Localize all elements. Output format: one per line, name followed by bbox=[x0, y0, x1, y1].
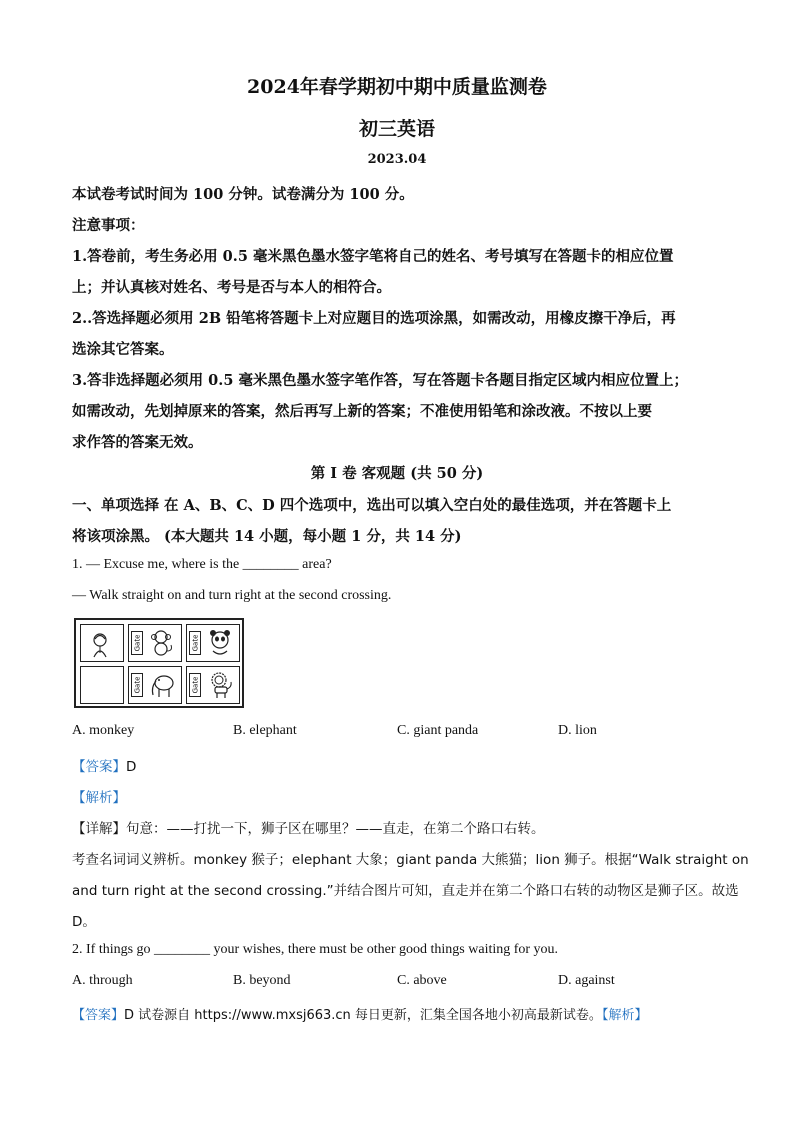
notice-heading: 注意事项： bbox=[72, 217, 145, 234]
q1-stem-a: 1. — Excuse me, where is the ________ area? bbox=[72, 557, 332, 572]
q2-answer-line: D 试卷源自 https://www.mxsj663.cn 每日更新，汇集全国各地小初高最新试卷。 bbox=[124, 1008, 602, 1023]
q1-answer-value: D bbox=[126, 759, 137, 775]
lion-icon bbox=[207, 671, 233, 699]
q1-option-b[interactable]: B. elephant bbox=[233, 723, 297, 738]
exam-title: 2024年春学期初中期中质量监测卷 bbox=[247, 76, 547, 98]
q1-answer bbox=[72, 755, 136, 775]
map-cell-empty bbox=[80, 666, 124, 704]
gate-label: Gate bbox=[133, 676, 142, 694]
q1-stem-b: — Walk straight on and turn right at the second crossing. bbox=[72, 588, 392, 603]
q2-answer bbox=[72, 1004, 647, 1023]
q2-option-c[interactable]: C. above bbox=[397, 973, 447, 988]
map-cell-monkey bbox=[128, 624, 182, 662]
map-cell-elephant bbox=[128, 666, 182, 704]
part1-instructions-a: 一、单项选择 在 A、B、C、D 四个选项中，选出可以填入空白处的最佳选项，并在答题卡上 bbox=[72, 497, 672, 514]
part1-instructions-b: 将该项涂黑。 (本大题共 14 小题，每小题 1 分，共 14 分) bbox=[72, 528, 462, 545]
gate-sign bbox=[131, 673, 143, 697]
detail-tag: 【详解】 bbox=[72, 821, 126, 837]
map-cell-lion bbox=[186, 666, 240, 704]
notice-item-1b: 上；并认真核对姓名、考号是否与本人的相符合。 bbox=[72, 279, 391, 296]
q2-option-d[interactable]: D. against bbox=[558, 973, 615, 988]
q1-detail-text: 句意：——打扰一下，狮子区在哪里？——直走，在第二个路口右转。 bbox=[126, 821, 545, 837]
gate-sign bbox=[189, 673, 201, 697]
elephant-icon bbox=[149, 671, 175, 699]
gate-label: Gate bbox=[191, 634, 200, 652]
q2-option-b[interactable]: B. beyond bbox=[233, 973, 291, 988]
q1-analysis-tag: 【解析】 bbox=[72, 790, 126, 806]
notice-item-3a: 3.答非选择题必须用 0.5 毫米黑色墨水签字笔作答，写在答题卡各题目指定区域内相应位置上； bbox=[72, 372, 688, 389]
q1-explain-a: 考查名词词义辨析。monkey 猴子；elephant 大象；giant panda 大熊猫；lion 狮子。根据“Walk straight on bbox=[72, 852, 749, 868]
exam-duration-note: 本试卷考试时间为 100 分钟。试卷满分为 100 分。 bbox=[72, 186, 414, 203]
q1-detail bbox=[72, 817, 545, 837]
panda-icon bbox=[207, 629, 233, 657]
q1-explain-b: and turn right at the second crossing.”并结合图片可知，直走并在第二个路口右转的动物区是狮子区。故选 bbox=[72, 883, 739, 899]
section-title: 第 I 卷 客观题 (共 50 分) bbox=[310, 465, 484, 482]
answer-tag: 【答案】 bbox=[72, 759, 126, 775]
zoo-map-figure bbox=[74, 618, 244, 708]
map-cell-start bbox=[80, 624, 124, 662]
notice-item-3b: 如需改动，先划掉原来的答案，然后再写上新的答案；不准使用铅笔和涂改液。不按以上要 bbox=[72, 403, 652, 420]
answer-tag: 【答案】 bbox=[72, 1008, 125, 1023]
map-cell-panda bbox=[186, 624, 240, 662]
q1-option-a[interactable]: A. monkey bbox=[72, 723, 135, 738]
notice-item-3c: 求作答的答案无效。 bbox=[72, 434, 203, 451]
monkey-icon bbox=[149, 629, 175, 657]
q1-option-c[interactable]: C. giant panda bbox=[397, 723, 479, 738]
notice-item-2a: 2..答选择题必须用 2B 铅笔将答题卡上对应题目的选项涂黑，如需改动，用橡皮擦干净后，再 bbox=[72, 310, 676, 327]
gate-sign bbox=[131, 631, 143, 655]
gate-label: Gate bbox=[133, 634, 142, 652]
q1-explain-c: D。 bbox=[72, 914, 96, 930]
exam-date: 2023.04 bbox=[367, 152, 427, 167]
gate-sign bbox=[189, 631, 201, 655]
person-icon bbox=[87, 631, 113, 659]
analysis-tag: 【解析】 bbox=[601, 1008, 648, 1023]
notice-item-1a: 1.答卷前，考生务必用 0.5 毫米黑色墨水签字笔将自己的姓名、考号填写在答题卡的相应位置 bbox=[72, 248, 674, 265]
gate-label: Gate bbox=[191, 676, 200, 694]
q2-option-a[interactable]: A. through bbox=[72, 973, 133, 988]
exam-subtitle: 初三英语 bbox=[358, 118, 435, 140]
q2-stem: 2. If things go ________ your wishes, there must be other good things waiting for you. bbox=[72, 942, 559, 957]
notice-item-2b: 选涂其它答案。 bbox=[72, 341, 174, 358]
q1-option-d[interactable]: D. lion bbox=[558, 723, 597, 738]
